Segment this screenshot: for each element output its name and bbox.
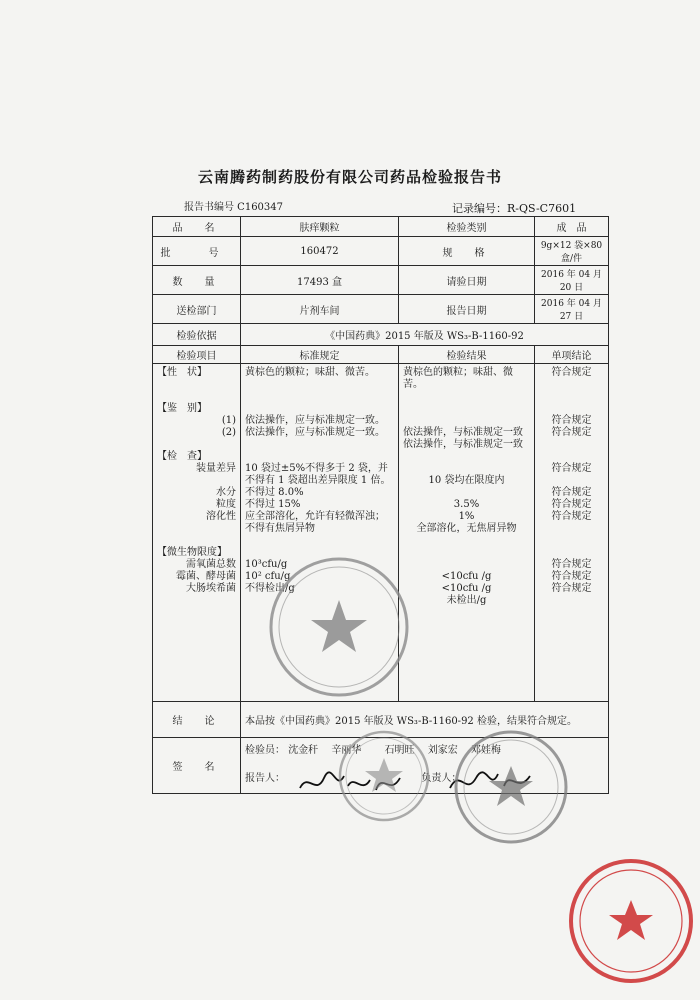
- conclusion-line: 符合规定: [551, 487, 592, 498]
- conclusion-line: 符合规定: [551, 511, 592, 522]
- inspector-name: 辛丽华: [331, 745, 362, 756]
- item-line: 【鉴 别】: [157, 403, 207, 414]
- department-label: 送检部门: [153, 295, 241, 324]
- basis-label: 检验依据: [153, 324, 241, 346]
- conclusion-line: 符合规定: [551, 463, 592, 474]
- item-line: 溶化性: [206, 511, 236, 522]
- item-line: [157, 535, 236, 547]
- result-line: [403, 559, 530, 571]
- item-line: (1): [221, 415, 236, 426]
- item-line: [157, 439, 236, 451]
- spec-value: 9g×12 袋×80 盒/件: [535, 237, 609, 266]
- result-line: <10cfu /g: [441, 583, 492, 594]
- item-line: [157, 475, 236, 487]
- conclusion-line: [539, 403, 604, 415]
- conclusion-text: 本品按《中国药典》2015 年版及 WS₃-B-1160-92 检验，结果符合规定。: [241, 702, 609, 738]
- test-type-value: 成 品: [535, 217, 609, 237]
- result-line: [403, 487, 530, 499]
- standard-line: 10³cfu/g: [245, 559, 288, 570]
- qc-seal-right: [452, 728, 570, 846]
- result-line: [403, 547, 530, 559]
- result-line: [403, 463, 530, 475]
- standard-line: 黄棕色的颗粒；味甜、微苦。: [245, 367, 375, 378]
- item-line: 装量差异: [196, 463, 236, 474]
- conclusions-column: [535, 364, 609, 702]
- conclusion-line: [539, 391, 604, 403]
- inspection-report-table: [152, 216, 609, 794]
- header-item: 检验项目: [153, 346, 241, 364]
- row-department: [153, 295, 609, 324]
- quantity-value: 17493 盒: [241, 266, 399, 295]
- inspectors-label: 检验员：: [245, 745, 285, 756]
- result-line: 未检出/g: [446, 595, 487, 606]
- signature-label: 签 名: [153, 738, 241, 794]
- standard-line: [245, 391, 394, 403]
- row-basis: [153, 324, 609, 346]
- standard-line: [245, 451, 394, 463]
- conclusion-line: 符合规定: [551, 559, 592, 570]
- standard-line: 应全部溶化，允许有轻微浑浊；: [245, 511, 385, 522]
- product-label: 品 名: [153, 217, 241, 237]
- request-date-value: 2016 年 04 月 20 日: [535, 266, 609, 295]
- report-date-value: 2016 年 04 月 27 日: [535, 295, 609, 324]
- item-line: 粒度: [216, 499, 236, 510]
- conclusion-line: 符合规定: [551, 427, 592, 438]
- items-column: [153, 364, 241, 702]
- conclusion-line: 符合规定: [551, 583, 592, 594]
- row-product: [153, 217, 609, 237]
- result-line: 全部溶化，无焦屑异物: [416, 523, 517, 534]
- request-date-label: 请验日期: [399, 266, 535, 295]
- standard-line: [245, 379, 394, 391]
- report-title: 云南腾药制药股份有限公司药品检验报告书: [197, 168, 502, 186]
- conclusion-line: 符合规定: [551, 415, 592, 426]
- test-type-label: 检验类别: [399, 217, 535, 237]
- department-value: 片剂车间: [241, 295, 399, 324]
- row-quantity: [153, 266, 609, 295]
- result-line: 依法操作，与标准规定一致: [403, 439, 523, 450]
- standard-line: 不得过 15%: [245, 499, 301, 510]
- item-line: [157, 523, 236, 535]
- product-value: 肤痒颗粒: [241, 217, 399, 237]
- result-line: 依法操作，与标准规定一致: [403, 427, 523, 438]
- inspector-name: 沈金秆: [288, 745, 319, 756]
- basis-value: 《中国药典》2015 年版及 WS₃-B-1160-92: [241, 324, 609, 346]
- standard-line: [245, 439, 394, 451]
- result-line: [403, 415, 530, 427]
- standard-line: 不得检出/g: [245, 583, 295, 594]
- result-line: 10 袋均在限度内: [428, 475, 505, 486]
- batch-value: 160472: [241, 237, 399, 266]
- report-date-label: 报告日期: [399, 295, 535, 324]
- result-line: [403, 403, 530, 415]
- conclusion-line: [539, 451, 604, 463]
- company-seal-large: [264, 552, 414, 702]
- conclusion-line: [539, 547, 604, 559]
- report-number: 报告书编号 C160347: [184, 202, 284, 213]
- conclusion-line: [539, 475, 604, 487]
- distributor-red-seal: [566, 856, 696, 986]
- header-conclusion: 单项结论: [535, 346, 609, 364]
- conclusion-line: [539, 523, 604, 535]
- standard-line: 不得过 8.0%: [245, 487, 304, 498]
- standard-line: 10² cfu/g: [245, 571, 291, 582]
- result-line: [403, 451, 530, 463]
- quantity-label: 数 量: [153, 266, 241, 295]
- conclusion-line: [539, 439, 604, 451]
- qc-seal-left: [336, 728, 432, 824]
- result-line: [403, 535, 530, 547]
- result-line: 黄棕色的颗粒；味甜、微苦。: [403, 367, 513, 390]
- item-line: (2): [221, 427, 236, 438]
- standard-line: 不得有 1 袋超出差异限度 1 倍。: [245, 475, 391, 486]
- inspector-name: 石明旺: [384, 745, 415, 756]
- standard-line: 10 袋过±5%不得多于 2 袋，并: [245, 463, 388, 474]
- conclusion-line: 符合规定: [551, 367, 592, 378]
- result-line: [403, 391, 530, 403]
- conclusion-line: 符合规定: [551, 571, 592, 582]
- standard-line: [245, 535, 394, 547]
- item-line: 大肠埃希菌: [186, 583, 236, 594]
- standard-line: 不得有焦屑异物: [245, 523, 315, 534]
- item-line: 需氧菌总数: [186, 559, 236, 570]
- result-line: 1%: [458, 511, 475, 522]
- conclusion-label: 结 论: [153, 702, 241, 738]
- result-line: 3.5%: [453, 499, 480, 510]
- inspector-name: 邓娃梅: [470, 745, 501, 756]
- conclusion-line: 符合规定: [551, 499, 592, 510]
- header-result: 检验结果: [399, 346, 535, 364]
- reviewer-label: 负责人：: [421, 773, 462, 784]
- inspector-name: 刘家宏: [427, 745, 458, 756]
- item-line: 【性 状】: [157, 367, 207, 378]
- spec-label: 规 格: [399, 237, 535, 266]
- item-line: [157, 391, 236, 403]
- standard-line: 依法操作，应与标准规定一致。: [245, 427, 385, 438]
- item-line: 水分: [216, 487, 236, 498]
- result-line: <10cfu /g: [441, 571, 492, 582]
- reporter-label: 报告人：: [245, 773, 285, 784]
- conclusion-line: [539, 535, 604, 547]
- header-standard: 标准规定: [241, 346, 399, 364]
- standard-line: [245, 403, 394, 415]
- batch-label: 批 号: [153, 237, 241, 266]
- conclusion-line: [539, 379, 604, 391]
- row-column-headers: [153, 346, 609, 364]
- results-column: [399, 364, 535, 702]
- standard-line: 依法操作，应与标准规定一致。: [245, 415, 385, 426]
- item-line: 霉菌、酵母菌: [176, 571, 236, 582]
- item-line: 【微生物限度】: [157, 547, 227, 558]
- row-batch: [153, 237, 609, 266]
- item-line: 【检 查】: [157, 451, 207, 462]
- item-line: [157, 379, 236, 391]
- record-number: 记录编号：R-QS-C7601: [452, 202, 577, 215]
